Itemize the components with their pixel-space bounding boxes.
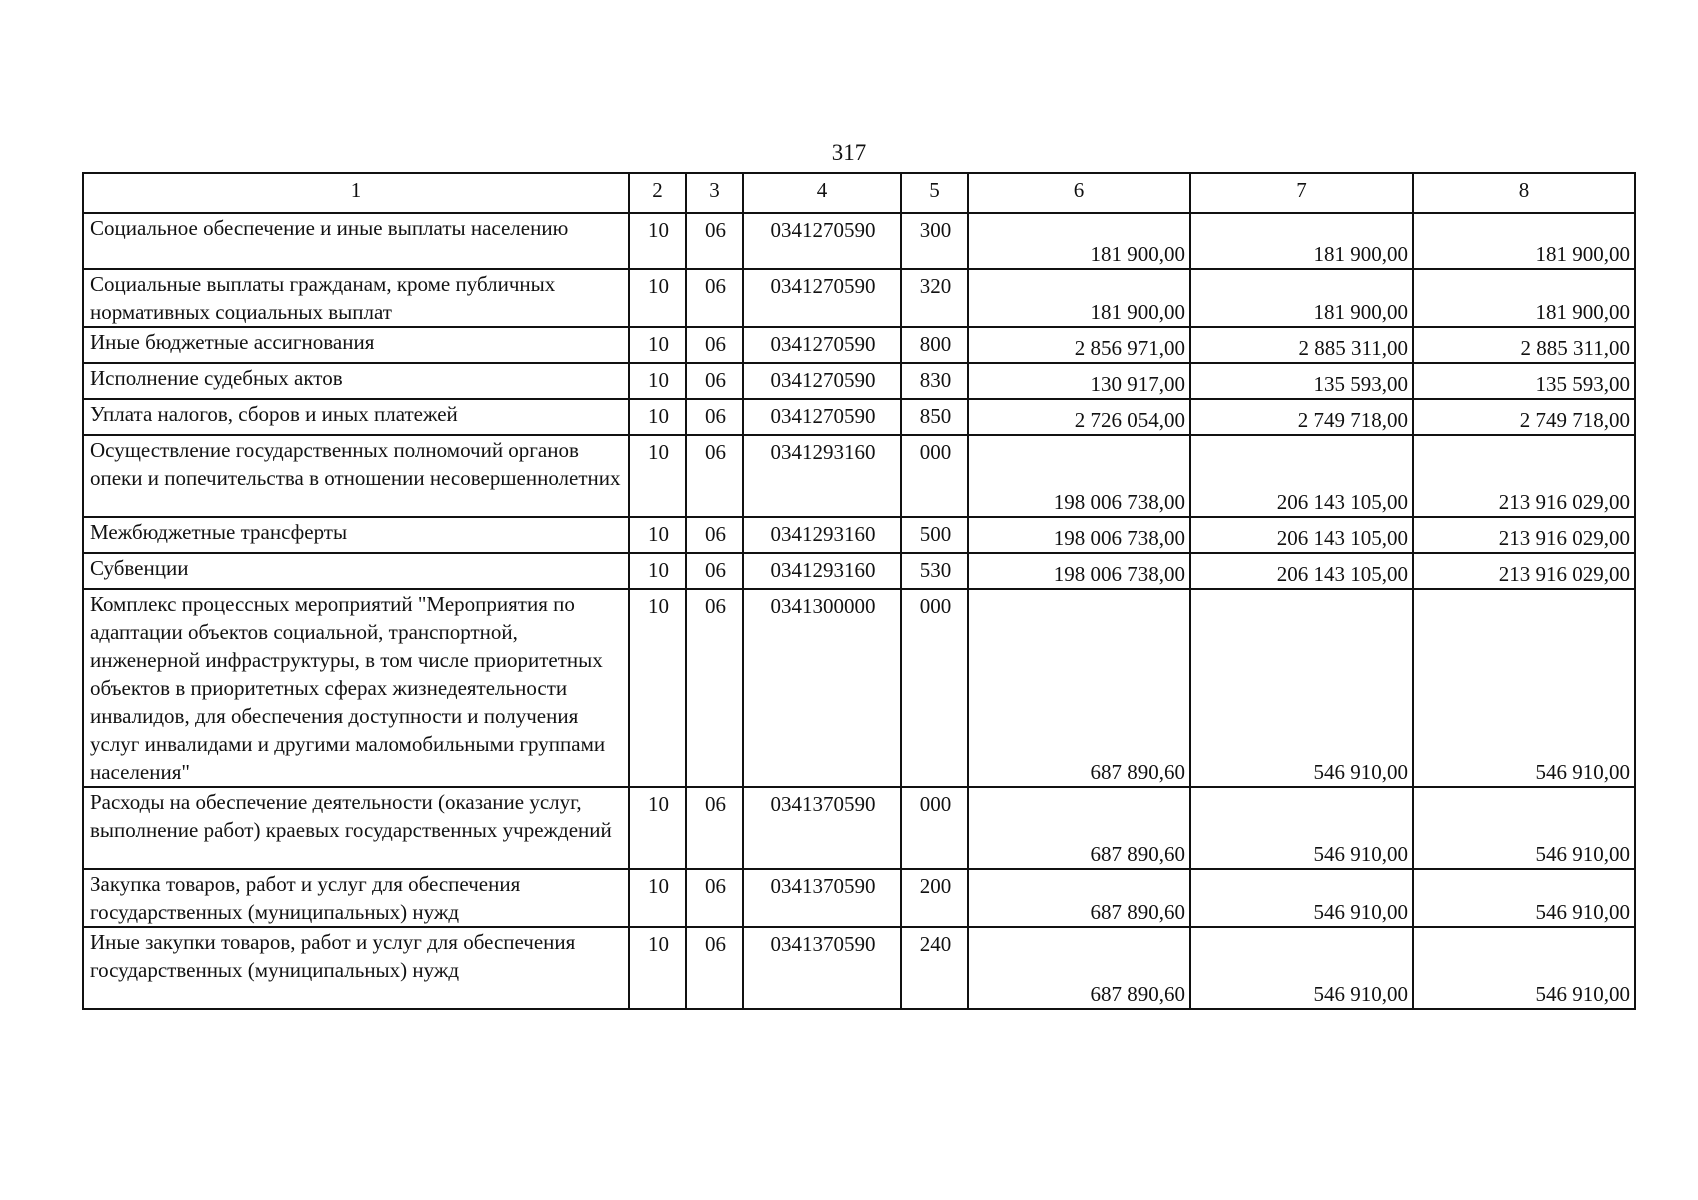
expense-type-code-cell: 200 bbox=[901, 869, 968, 927]
section-code-cell: 10 bbox=[629, 269, 686, 327]
amount-year-1-cell: 687 890,60 bbox=[968, 869, 1190, 927]
table-row bbox=[83, 927, 1635, 1009]
section-code-cell: 10 bbox=[629, 927, 686, 1009]
section-code-cell: 10 bbox=[629, 399, 686, 435]
expense-name-cell: Уплата налогов, сборов и иных платежей bbox=[83, 399, 629, 435]
subsection-code-cell: 06 bbox=[686, 213, 743, 269]
header-cell: 4 bbox=[743, 173, 901, 213]
amount-year-2-cell: 206 143 105,00 bbox=[1190, 517, 1413, 553]
expense-type-code-cell: 000 bbox=[901, 589, 968, 787]
expense-name-cell: Социальное обеспечение и иные выплаты населению bbox=[83, 213, 629, 269]
amount-year-2-cell: 181 900,00 bbox=[1190, 269, 1413, 327]
amount-year-3-cell: 213 916 029,00 bbox=[1413, 517, 1635, 553]
amount-year-3-cell: 213 916 029,00 bbox=[1413, 435, 1635, 517]
table-row bbox=[83, 327, 1635, 363]
amount-year-1-cell: 2 856 971,00 bbox=[968, 327, 1190, 363]
table-row bbox=[83, 589, 1635, 787]
header-cell: 3 bbox=[686, 173, 743, 213]
expense-name-cell: Осуществление государственных полномочий органов опеки и попечительства в отношении несовершеннолетних bbox=[83, 435, 629, 517]
amount-year-1-cell: 181 900,00 bbox=[968, 269, 1190, 327]
amount-year-3-cell: 213 916 029,00 bbox=[1413, 553, 1635, 589]
amount-year-3-cell: 546 910,00 bbox=[1413, 869, 1635, 927]
amount-year-1-cell: 687 890,60 bbox=[968, 787, 1190, 869]
expense-type-code-cell: 240 bbox=[901, 927, 968, 1009]
amount-year-3-cell: 135 593,00 bbox=[1413, 363, 1635, 399]
expense-name-cell: Межбюджетные трансферты bbox=[83, 517, 629, 553]
amount-year-3-cell: 2 885 311,00 bbox=[1413, 327, 1635, 363]
target-article-code-cell: 0341293160 bbox=[743, 517, 901, 553]
target-article-code-cell: 0341270590 bbox=[743, 399, 901, 435]
amount-year-1-cell: 687 890,60 bbox=[968, 927, 1190, 1009]
section-code-cell: 10 bbox=[629, 787, 686, 869]
target-article-code-cell: 0341270590 bbox=[743, 327, 901, 363]
table-row bbox=[83, 869, 1635, 927]
expense-name-cell: Субвенции bbox=[83, 553, 629, 589]
table-row bbox=[83, 363, 1635, 399]
target-article-code-cell: 0341370590 bbox=[743, 787, 901, 869]
amount-year-1-cell: 198 006 738,00 bbox=[968, 517, 1190, 553]
header-row bbox=[83, 173, 1635, 213]
header-cell: 5 bbox=[901, 173, 968, 213]
section-code-cell: 10 bbox=[629, 435, 686, 517]
amount-year-2-cell: 2 749 718,00 bbox=[1190, 399, 1413, 435]
section-code-cell: 10 bbox=[629, 213, 686, 269]
target-article-code-cell: 0341270590 bbox=[743, 269, 901, 327]
table-row bbox=[83, 553, 1635, 589]
section-code-cell: 10 bbox=[629, 517, 686, 553]
page-number: 317 bbox=[831, 140, 867, 165]
subsection-code-cell: 06 bbox=[686, 517, 743, 553]
expense-type-code-cell: 300 bbox=[901, 213, 968, 269]
amount-year-3-cell: 546 910,00 bbox=[1413, 787, 1635, 869]
subsection-code-cell: 06 bbox=[686, 589, 743, 787]
subsection-code-cell: 06 bbox=[686, 363, 743, 399]
table-row bbox=[83, 269, 1635, 327]
section-code-cell: 10 bbox=[629, 553, 686, 589]
header-cell: 7 bbox=[1190, 173, 1413, 213]
section-code-cell: 10 bbox=[629, 363, 686, 399]
amount-year-2-cell: 546 910,00 bbox=[1190, 589, 1413, 787]
expense-name-cell: Социальные выплаты гражданам, кроме публичных нормативных социальных выплат bbox=[83, 269, 629, 327]
expense-type-code-cell: 530 bbox=[901, 553, 968, 589]
budget-table bbox=[82, 172, 1636, 1010]
table-row bbox=[83, 787, 1635, 869]
target-article-code-cell: 0341293160 bbox=[743, 435, 901, 517]
amount-year-2-cell: 135 593,00 bbox=[1190, 363, 1413, 399]
header-cell: 2 bbox=[629, 173, 686, 213]
table-row bbox=[83, 435, 1635, 517]
expense-type-code-cell: 850 bbox=[901, 399, 968, 435]
expense-name-cell: Закупка товаров, работ и услуг для обеспечения государственных (муниципальных) нужд bbox=[83, 869, 629, 927]
target-article-code-cell: 0341270590 bbox=[743, 363, 901, 399]
target-article-code-cell: 0341293160 bbox=[743, 553, 901, 589]
subsection-code-cell: 06 bbox=[686, 399, 743, 435]
subsection-code-cell: 06 bbox=[686, 869, 743, 927]
expense-type-code-cell: 500 bbox=[901, 517, 968, 553]
expense-type-code-cell: 800 bbox=[901, 327, 968, 363]
table-row bbox=[83, 213, 1635, 269]
amount-year-2-cell: 2 885 311,00 bbox=[1190, 327, 1413, 363]
section-code-cell: 10 bbox=[629, 327, 686, 363]
expense-type-code-cell: 830 bbox=[901, 363, 968, 399]
subsection-code-cell: 06 bbox=[686, 269, 743, 327]
expense-type-code-cell: 000 bbox=[901, 435, 968, 517]
amount-year-1-cell: 181 900,00 bbox=[968, 213, 1190, 269]
expense-type-code-cell: 320 bbox=[901, 269, 968, 327]
target-article-code-cell: 0341370590 bbox=[743, 869, 901, 927]
section-code-cell: 10 bbox=[629, 869, 686, 927]
amount-year-2-cell: 181 900,00 bbox=[1190, 213, 1413, 269]
amount-year-3-cell: 181 900,00 bbox=[1413, 269, 1635, 327]
subsection-code-cell: 06 bbox=[686, 435, 743, 517]
target-article-code-cell: 0341370590 bbox=[743, 927, 901, 1009]
subsection-code-cell: 06 bbox=[686, 927, 743, 1009]
amount-year-2-cell: 546 910,00 bbox=[1190, 869, 1413, 927]
target-article-code-cell: 0341270590 bbox=[743, 213, 901, 269]
amount-year-1-cell: 2 726 054,00 bbox=[968, 399, 1190, 435]
header-cell: 6 bbox=[968, 173, 1190, 213]
amount-year-2-cell: 206 143 105,00 bbox=[1190, 553, 1413, 589]
header-cell: 8 bbox=[1413, 173, 1635, 213]
subsection-code-cell: 06 bbox=[686, 553, 743, 589]
amount-year-1-cell: 130 917,00 bbox=[968, 363, 1190, 399]
amount-year-3-cell: 181 900,00 bbox=[1413, 213, 1635, 269]
header-cell: 1 bbox=[83, 173, 629, 213]
amount-year-3-cell: 546 910,00 bbox=[1413, 927, 1635, 1009]
subsection-code-cell: 06 bbox=[686, 787, 743, 869]
target-article-code-cell: 0341300000 bbox=[743, 589, 901, 787]
amount-year-3-cell: 2 749 718,00 bbox=[1413, 399, 1635, 435]
expense-name-cell: Исполнение судебных актов bbox=[83, 363, 629, 399]
amount-year-1-cell: 687 890,60 bbox=[968, 589, 1190, 787]
table-row bbox=[83, 517, 1635, 553]
amount-year-3-cell: 546 910,00 bbox=[1413, 589, 1635, 787]
amount-year-1-cell: 198 006 738,00 bbox=[968, 435, 1190, 517]
amount-year-2-cell: 546 910,00 bbox=[1190, 787, 1413, 869]
section-code-cell: 10 bbox=[629, 589, 686, 787]
amount-year-1-cell: 198 006 738,00 bbox=[968, 553, 1190, 589]
expense-name-cell: Иные закупки товаров, работ и услуг для обеспечения государственных (муниципальных) нужд bbox=[83, 927, 629, 1009]
amount-year-2-cell: 206 143 105,00 bbox=[1190, 435, 1413, 517]
amount-year-2-cell: 546 910,00 bbox=[1190, 927, 1413, 1009]
table-row bbox=[83, 399, 1635, 435]
expense-type-code-cell: 000 bbox=[901, 787, 968, 869]
expense-name-cell: Комплекс процессных мероприятий "Мероприятия по адаптации объектов социальной, транспортной, инженерной инфраструктуры, в том числе приоритетных объектов в приоритетных сферах жизнедеятельности инвалидов, для обеспечения доступности и получения услуг инвалидами и другими маломобильными группами населения" bbox=[83, 589, 629, 787]
expense-name-cell: Иные бюджетные ассигнования bbox=[83, 327, 629, 363]
expense-name-cell: Расходы на обеспечение деятельности (оказание услуг, выполнение работ) краевых государственных учреждений bbox=[83, 787, 629, 869]
subsection-code-cell: 06 bbox=[686, 327, 743, 363]
